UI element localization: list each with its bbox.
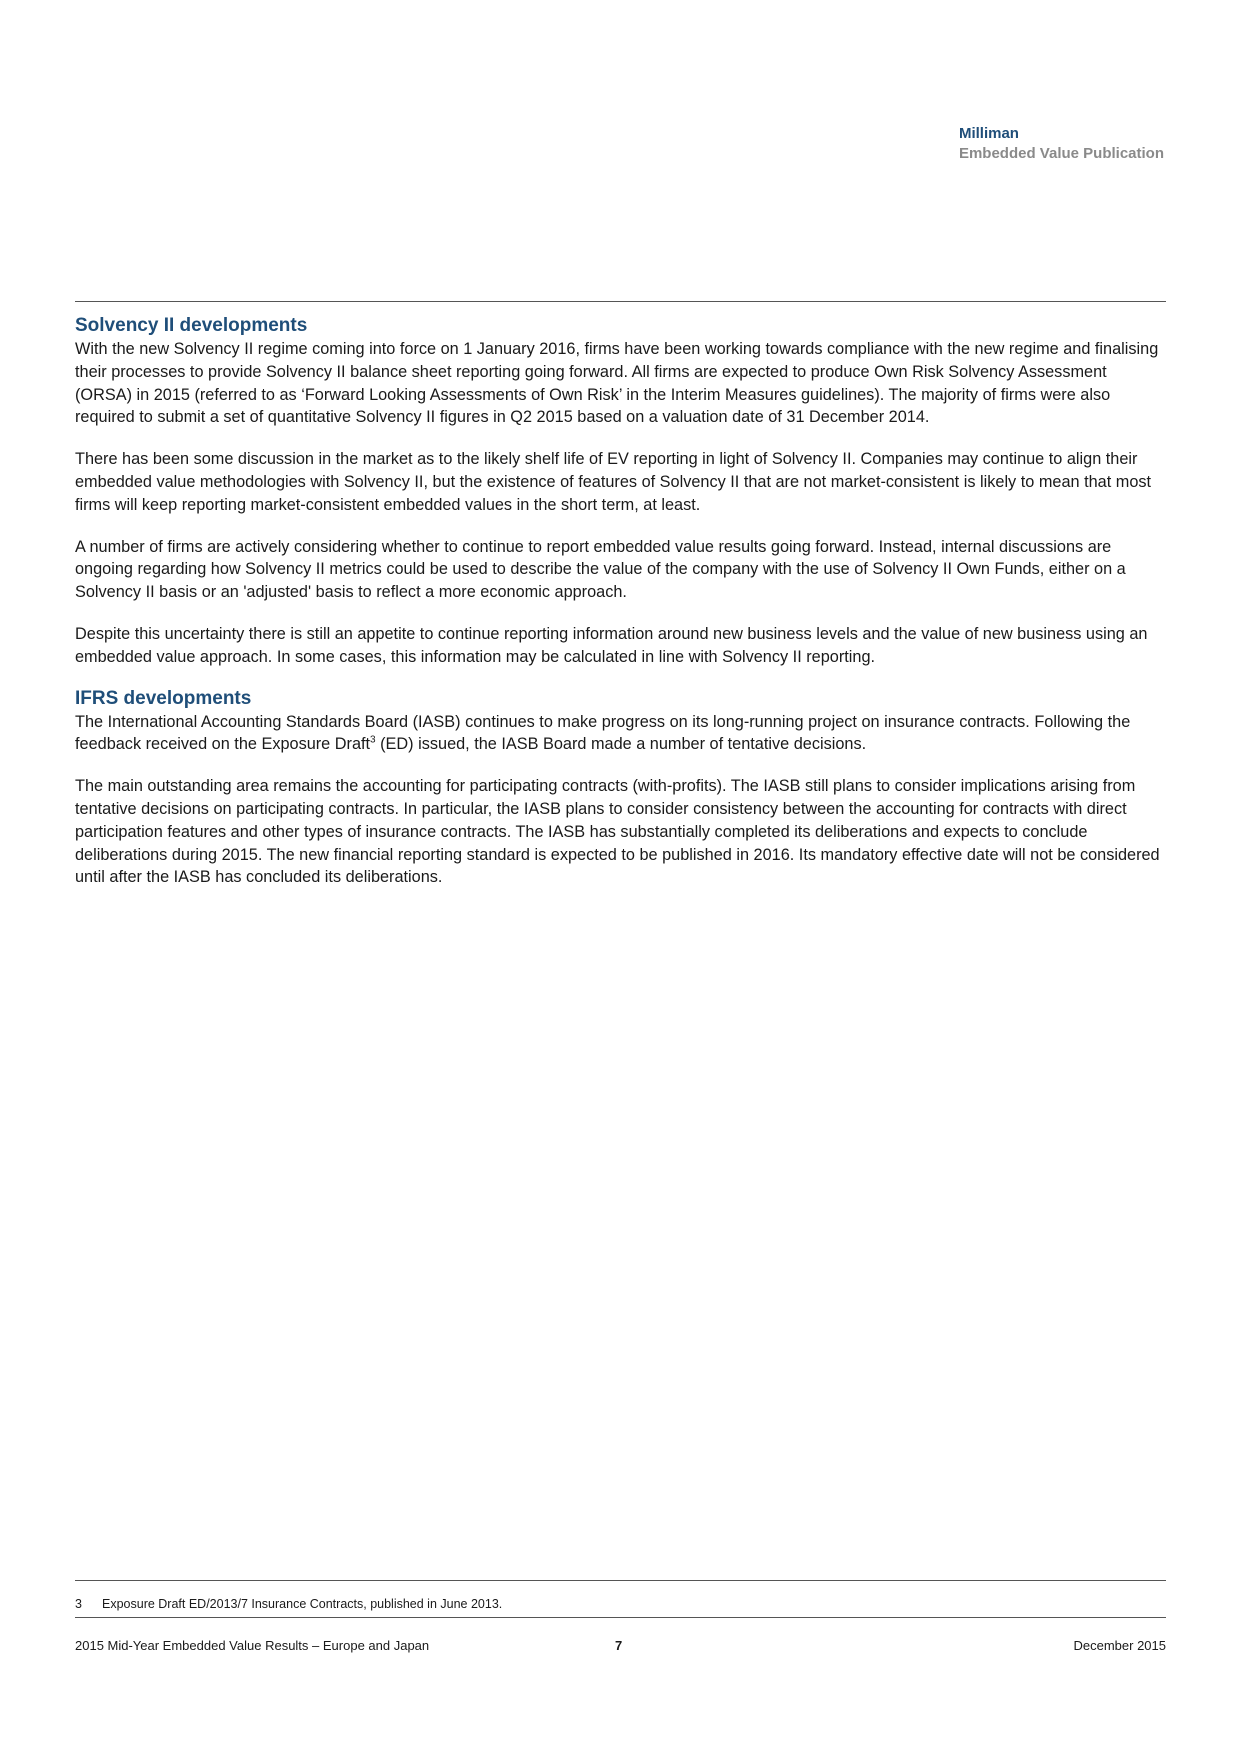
footnote-ref[interactable]: 3 xyxy=(370,734,376,746)
footer-title: 2015 Mid-Year Embedded Value Results – Europe and Japan xyxy=(75,1638,430,1653)
footnote-text: Exposure Draft ED/2013/7 Insurance Contracts, published in June 2013. xyxy=(102,1597,503,1611)
page-header xyxy=(959,124,1164,164)
publication-name: Embedded Value Publication xyxy=(958,145,1164,162)
main-content xyxy=(75,314,1166,908)
paragraph: With the new Solvency II regime coming into force on 1 January 2016, firms have been working towards compliance with the new regime and finalising their processes to provide Solvency II balance sheet reporting going forward. All firms are expected to produce Own Risk Solvency Assessment (ORSA) in 2015 (referred to as ‘Forward Looking Assessments of Own Risk’ in the Interim Measures guidelines). The majority of firms were also required to submit a set of quantitative Solvency II figures in Q2 2015 based on a valuation date of 31 December 2014. xyxy=(75,340,1159,427)
footnote-rule xyxy=(75,1580,1166,1581)
ifrs-section xyxy=(75,687,1166,890)
top-rule xyxy=(75,301,1166,302)
section-heading: Solvency II developments xyxy=(75,315,308,336)
paragraph: The main outstanding area remains the accounting for participating contracts (with-profits). The IASB still plans to consider implications arising from tentative decisions on participating contracts. In particular, the IASB plans to consider consistency between the accounting for contracts with direct participation features and other types of insurance contracts. The IASB has substantially completed its deliberations and expects to conclude deliberations during 2015. The new financial reporting standard is expected to be published in 2016. Its mandatory effective date will not be considered until after the IASB has concluded its deliberations. xyxy=(75,777,1160,887)
paragraph-text: The International Accounting Standards Board (IASB) continues to make progress on its long-running project on insurance contracts. Following the feedback received on the Exposure Draft xyxy=(75,712,1131,754)
footer-date: December 2015 xyxy=(1073,1638,1166,1653)
paragraph: There has been some discussion in the market as to the likely shelf life of EV reporting in light of Solvency II. Companies may continue to align their embedded value methodologies with Solvency II, but the existence of features of Solvency II that are not market-consistent is likely to mean that most firms will keep reporting market-consistent embedded values in the short term, at least. xyxy=(75,450,1152,514)
page-number: 7 xyxy=(615,1638,623,1653)
footer-rule xyxy=(75,1617,1166,1618)
section-heading: IFRS developments xyxy=(75,687,252,709)
footnote xyxy=(75,1597,502,1611)
paragraph xyxy=(75,711,1166,757)
brand-name: Milliman xyxy=(958,125,1019,142)
paragraph: A number of firms are actively considering whether to continue to report embedded value results going forward. Instead, internal discussions are ongoing regarding how Solvency II metrics could be used to describe the value of the company with the use of Solvency II Own Funds, either on a Solvency II basis or an 'adjusted' basis to reflect a more economic approach. xyxy=(75,537,1126,602)
footnote-number: 3 xyxy=(75,1597,82,1611)
solvency-section xyxy=(75,314,1166,669)
paragraph-text: (ED) issued, the IASB Board made a number of tentative decisions. xyxy=(375,735,867,754)
paragraph: Despite this uncertainty there is still an appetite to continue reporting information around new business levels and the value of new business using an embedded value approach. In some cases, this information may be calculated in line with Solvency II reporting. xyxy=(75,624,1148,666)
